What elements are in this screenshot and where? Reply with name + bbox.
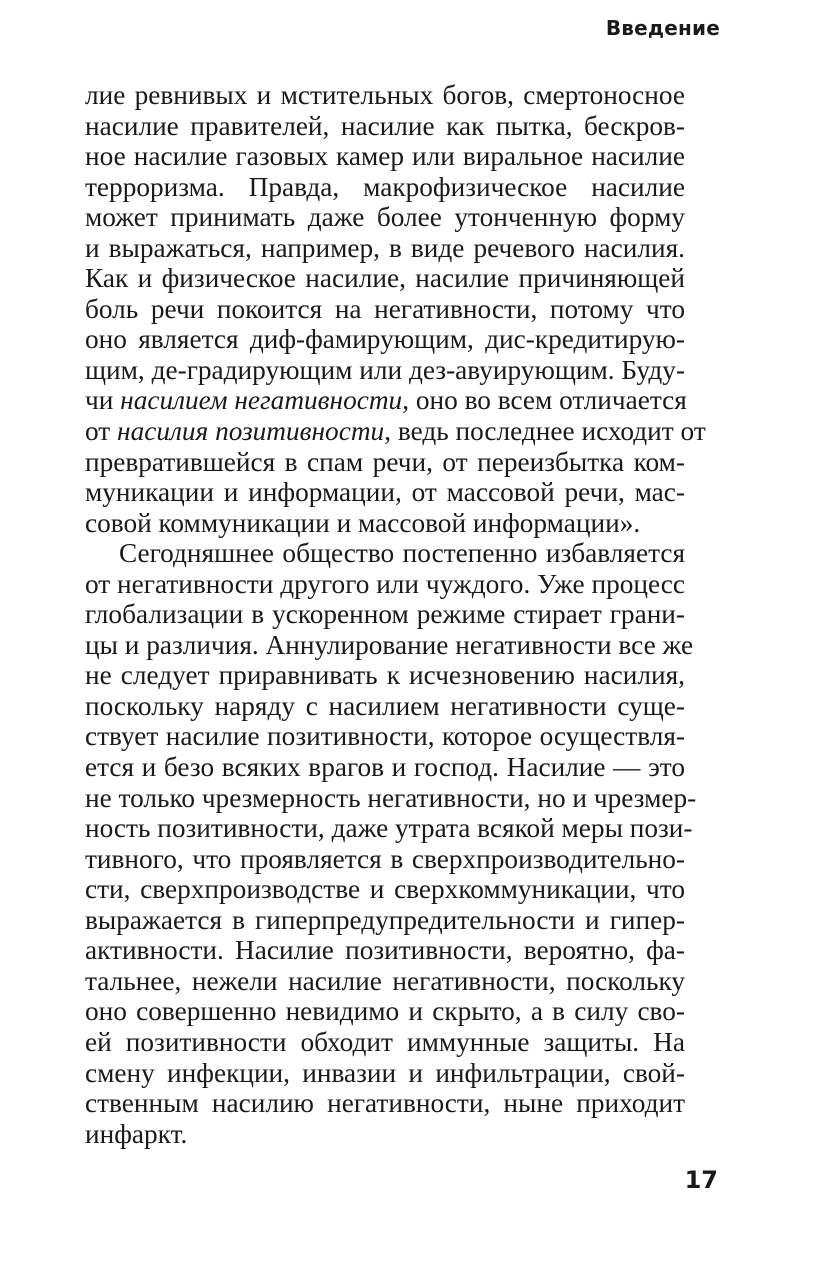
text-line bbox=[85, 324, 685, 355]
italic-phrase: насилия позитивности bbox=[117, 416, 385, 447]
text-run: тивного, что проявляется в сверхпроизводительно- bbox=[85, 843, 685, 874]
text-line bbox=[85, 813, 693, 844]
text-run: Сегодняшнее общество постепенно избавляется bbox=[119, 538, 685, 569]
text-line bbox=[85, 111, 685, 142]
text-line bbox=[85, 935, 685, 966]
text-run: от негативности другого или чуждого. Уже процесс bbox=[85, 568, 685, 599]
page-number: 17 bbox=[684, 1166, 718, 1194]
text-line bbox=[85, 691, 685, 722]
text-line bbox=[85, 599, 685, 630]
text-line bbox=[85, 233, 685, 264]
text-line bbox=[85, 294, 685, 325]
text-run: не только чрезмерность негативности, но и чрезмер- bbox=[85, 782, 697, 813]
text-run: ность позитивности, даже утрата всякой меры пози- bbox=[85, 813, 693, 844]
text-line bbox=[85, 355, 685, 386]
text-run: муникации и информации, от массовой речи, мас- bbox=[85, 477, 685, 508]
text-run: цы и различия. Аннулирование негативности все же bbox=[85, 629, 694, 660]
text-line bbox=[85, 782, 697, 814]
text-line bbox=[85, 141, 685, 172]
text-run: терроризма. Правда, макрофизическое насилие bbox=[85, 171, 685, 202]
text-run: ственным насилию негативности, ныне приходит bbox=[85, 1088, 685, 1119]
text-run: лие ревнивых и мстительных богов, смертоносное bbox=[85, 80, 685, 110]
text-line bbox=[85, 172, 685, 203]
text-run: совой коммуникации и массовой информации». bbox=[85, 507, 641, 538]
text-run: и выражаться, например, в виде речевого насилия. bbox=[85, 232, 685, 263]
text-run: выражается в гиперпредупредительности и гипер- bbox=[85, 904, 685, 935]
text-run: превратившейся в спам речи, от переизбытка ком- bbox=[85, 446, 685, 477]
text-line bbox=[85, 629, 694, 661]
text-line bbox=[85, 1027, 685, 1058]
text-run: может принимать даже более утонченную форму bbox=[85, 202, 685, 233]
text-line bbox=[85, 844, 685, 875]
text-run: боль речи покоится на негативности, потому что bbox=[85, 293, 685, 324]
text-line bbox=[85, 905, 685, 936]
text-run: ется и безо всяких врагов и господ. Насилие — это bbox=[85, 752, 685, 783]
text-line bbox=[85, 966, 685, 997]
text-run: щим, де-градирующим или дез-авуирующим. Буду- bbox=[85, 354, 685, 385]
text-line bbox=[85, 416, 706, 447]
text-run: , оно во всем отличается bbox=[402, 385, 687, 416]
text-line bbox=[85, 1088, 685, 1119]
text-run: тальнее, нежели насилие негативности, поскольку bbox=[85, 965, 685, 996]
text-run: ное насилие газовых камер или виральное насилие bbox=[85, 141, 685, 172]
paragraph-2 bbox=[85, 538, 697, 1149]
text-line bbox=[85, 508, 685, 539]
text-run: оно совершенно невидимо и скрыто, а в силу сво- bbox=[85, 996, 685, 1027]
text-run: , ведь последнее исходит от bbox=[384, 416, 706, 447]
text-line bbox=[85, 447, 685, 478]
text-run: сти, сверхпроизводстве и сверхкоммуникации, что bbox=[85, 874, 685, 905]
text-line bbox=[85, 996, 685, 1027]
text-line bbox=[85, 721, 685, 752]
text-run: глобализации в ускоренном режиме стирает грани- bbox=[85, 599, 685, 630]
text-run: не следует приравнивать к исчезновению насилия, bbox=[85, 660, 685, 691]
text-run: оно является диф-фамирующим, дис-кредитирую- bbox=[85, 324, 685, 355]
text-line bbox=[85, 385, 685, 416]
text-run: инфаркт. bbox=[85, 1118, 188, 1149]
text-line bbox=[85, 263, 685, 294]
text-run: смену инфекции, инвазии и инфильтрации, свой- bbox=[85, 1057, 685, 1088]
text-run: чи bbox=[85, 385, 121, 416]
text-line bbox=[85, 1058, 685, 1089]
text-line bbox=[85, 660, 685, 691]
body-text bbox=[85, 80, 706, 1149]
text-line bbox=[85, 477, 685, 508]
text-line bbox=[85, 569, 685, 600]
text-line bbox=[85, 202, 685, 233]
text-run: ей позитивности обходит иммунные защиты. На bbox=[85, 1026, 685, 1057]
text-run: Как и физическое насилие, насилие причиняющей bbox=[85, 263, 685, 294]
text-run: поскольку наряду с насилием негативности суще- bbox=[85, 690, 685, 721]
running-head: Введение bbox=[605, 16, 720, 40]
text-line bbox=[85, 874, 685, 905]
text-run: насилие правителей, насилие как пытка, бескров- bbox=[85, 110, 685, 141]
text-line bbox=[85, 1119, 685, 1150]
text-line bbox=[85, 752, 685, 783]
text-run: ствует насилие позитивности, которое осуществля- bbox=[85, 721, 685, 752]
text-run: активности. Насилие позитивности, вероятно, фа- bbox=[85, 935, 685, 966]
italic-phrase: насилием негативности bbox=[120, 385, 403, 416]
paragraph-1 bbox=[85, 80, 706, 538]
text-line bbox=[85, 538, 685, 569]
text-line bbox=[85, 80, 685, 111]
text-run: от bbox=[85, 416, 118, 447]
